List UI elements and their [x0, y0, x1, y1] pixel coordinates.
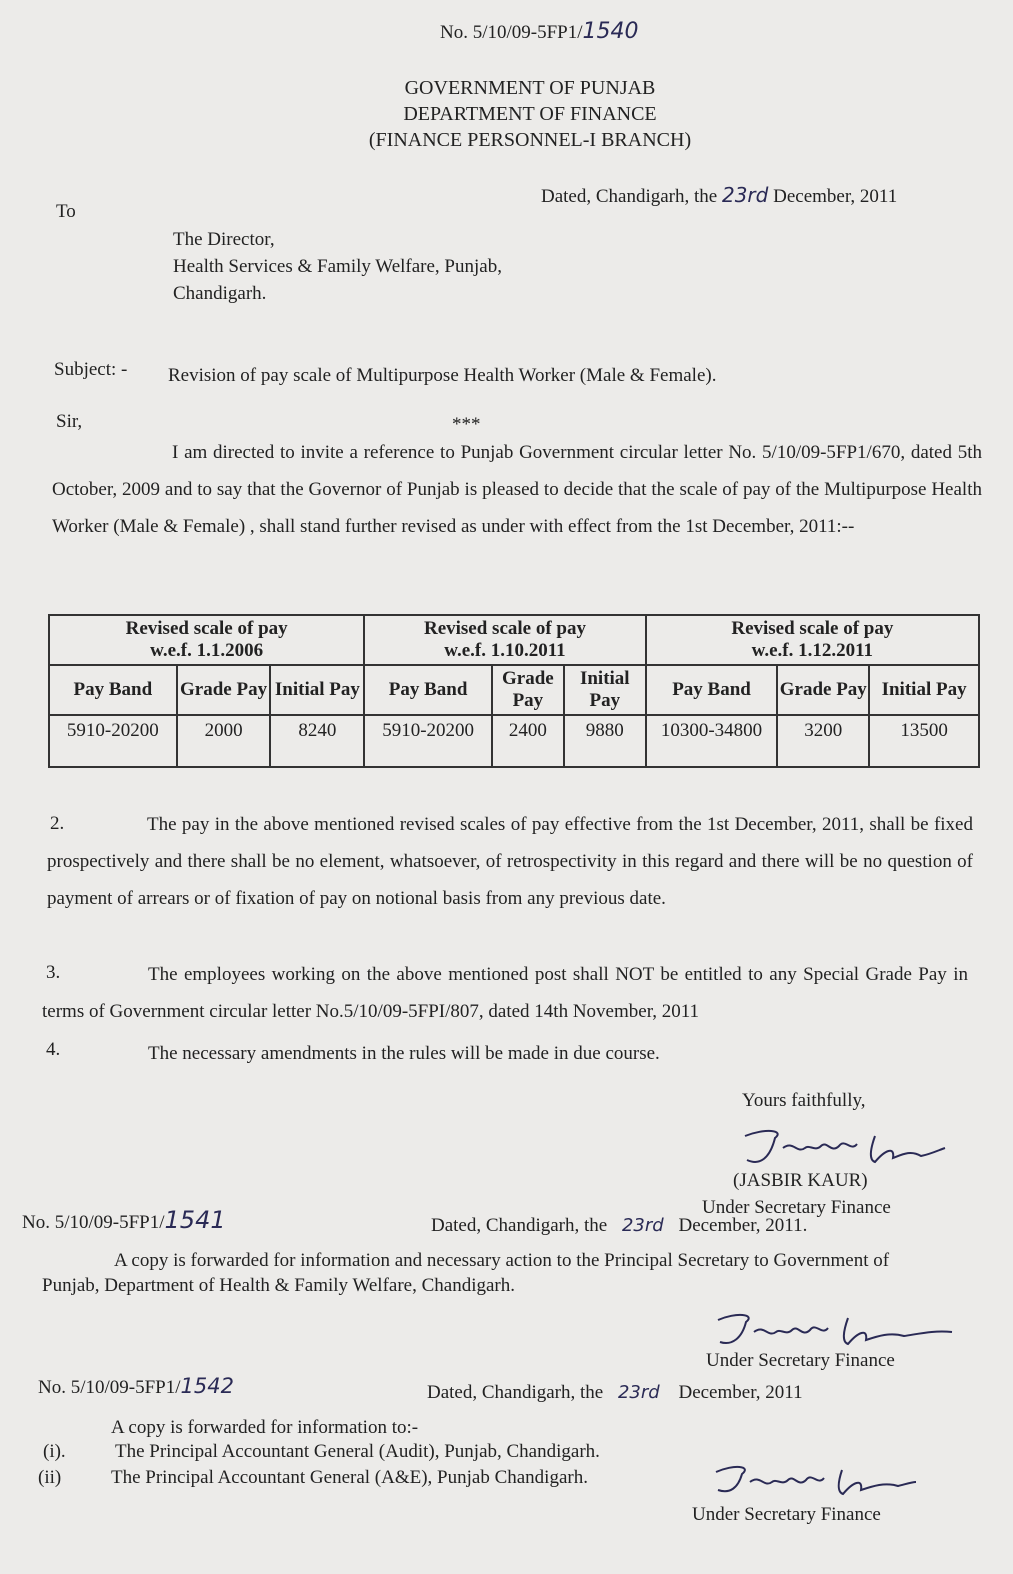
signatory-name: (JASBIR KAUR)	[733, 1170, 868, 1191]
header-branch: (FINANCE PERSONNEL-I BRANCH)	[368, 129, 692, 151]
copy2-item-1-text: The Principal Accountant General (Audit), Punjab, Chandigarh.	[115, 1441, 600, 1462]
group-date: w.e.f. 1.1.2006	[150, 640, 264, 661]
copy1-number	[22, 1208, 226, 1235]
copy2-date-handwritten: 23rd	[617, 1382, 660, 1403]
table-cell: 2400	[492, 715, 564, 767]
copy2-number-printed: No. 5/10/09-5FP1/	[38, 1377, 181, 1398]
column-header: Pay Band	[49, 665, 177, 715]
table-column-header-row	[49, 665, 979, 715]
paragraph-3: The employees working on the above mentioned post shall NOT be entitled to any Special Grade Pay in terms of Government circular letter No.5/10/09-5FPI/807, dated 14th November, 2011	[42, 964, 968, 1022]
subject-text: Revision of pay scale of Multipurpose Health Worker (Male & Female).	[168, 365, 717, 386]
pay-scale-table	[48, 614, 980, 768]
copy2-item-2-text: The Principal Accountant General (A&E), Punjab Chandigarh.	[111, 1467, 588, 1488]
addressee-line-2: Health Services & Family Welfare, Punjab,	[173, 256, 502, 277]
column-header: Pay Band	[364, 665, 492, 715]
copy1-number-handwritten: 1541	[164, 1206, 226, 1234]
copy1-date	[431, 1214, 807, 1238]
copy1-designation: Under Secretary Finance	[706, 1350, 895, 1371]
group-date: w.e.f. 1.10.2011	[444, 640, 566, 661]
copy1-text: A copy is forwarded for information and necessary action to the Principal Secretary to Government of Punjab, Department of Health & Family Welfare, Chandigarh.	[42, 1250, 890, 1296]
date-line	[541, 183, 897, 209]
group-date: w.e.f. 1.12.2011	[751, 640, 874, 661]
group-header-10-2011	[364, 615, 645, 665]
date-prefix: Dated, Chandigarh, the	[541, 186, 718, 207]
memo-number-handwritten: 1540	[582, 19, 639, 44]
salutation: Sir,	[56, 411, 83, 432]
group-title: Revised scale of pay	[125, 618, 288, 639]
table-cell: 5910-20200	[49, 715, 177, 767]
column-header: Initial Pay	[270, 665, 364, 715]
copy1-date-suffix: December, 2011.	[678, 1215, 808, 1236]
subject-label: Subject: -	[54, 359, 128, 380]
addressee-line-3: Chandigarh.	[173, 283, 267, 304]
copy2-number	[38, 1374, 234, 1400]
table-cell: 9880	[564, 715, 646, 767]
signatory-designation: Under Secretary Finance	[702, 1197, 891, 1218]
group-header-12-2011	[646, 615, 979, 665]
paragraph-2: The pay in the above mentioned revised scales of pay effective from the 1st December, 2011, shall be fixed prospectively and there shall be no element, whatsoever, of retrospectivity in this regard and there will be no question of payment of arrears or of fixation of pay on notional basis from any previous date.	[47, 814, 973, 909]
paragraph-4-number: 4.	[46, 1039, 61, 1060]
table-cell: 5910-20200	[364, 715, 492, 767]
paragraph-2-number: 2.	[50, 813, 65, 834]
header-department: DEPARTMENT OF FINANCE	[403, 103, 657, 125]
table-cell: 2000	[177, 715, 271, 767]
copy2-date	[427, 1381, 803, 1405]
copy1-number-printed: No. 5/10/09-5FP1/	[22, 1212, 165, 1233]
copy1-date-prefix: Dated, Chandigarh, the	[431, 1215, 608, 1236]
copy1-date-handwritten: 23rd	[621, 1215, 664, 1236]
copy2-item-2-number: (ii)	[38, 1467, 62, 1488]
column-header: Grade Pay	[777, 665, 869, 715]
closing: Yours faithfully,	[742, 1090, 866, 1111]
copy2-date-suffix: December, 2011	[678, 1382, 803, 1403]
paragraph-4: The necessary amendments in the rules will be made in due course.	[148, 1043, 660, 1064]
table-cell: 3200	[777, 715, 869, 767]
table-row	[49, 715, 979, 767]
signature-text: Jasbir Kaur	[735, 1118, 740, 1119]
separator-stars: ***	[452, 414, 481, 435]
column-header: Grade Pay	[177, 665, 271, 715]
table-cell: 8240	[270, 715, 364, 767]
paragraph-3-number: 3.	[46, 962, 61, 983]
column-header: Grade Pay	[492, 665, 564, 715]
addressee-line-1: The Director,	[173, 229, 275, 250]
memo-number-printed: No. 5/10/09-5FP1/	[440, 22, 583, 43]
paragraph-1: I am directed to invite a reference to Punjab Government circular letter No. 5/10/09-5FP1/670, dated 5th October, 2009 and to say that the Governor of Punjab is pleased to decide that the scale of pay of the Multipurpose Health Worker (Male & Female) , shall stand further revised as under with effect from the 1st December, 2011:--	[52, 442, 982, 537]
group-title: Revised scale of pay	[423, 618, 586, 639]
copy2-number-handwritten: 1542	[180, 1374, 234, 1398]
table-cell: 10300-34800	[646, 715, 778, 767]
to-label: To	[56, 201, 76, 222]
copy2-date-prefix: Dated, Chandigarh, the	[427, 1382, 604, 1403]
date-day-handwritten: 23rd	[721, 183, 769, 207]
column-header: Initial Pay	[869, 665, 979, 715]
group-title: Revised scale of pay	[731, 618, 894, 639]
header-government: GOVERNMENT OF PUNJAB	[404, 77, 656, 99]
column-header: Initial Pay	[564, 665, 646, 715]
copy2-designation: Under Secretary Finance	[692, 1504, 881, 1525]
date-suffix: December, 2011	[773, 186, 898, 207]
column-header: Pay Band	[646, 665, 778, 715]
table-group-header-row	[49, 615, 979, 665]
copy2-signature-text: Jasbir Kaur	[708, 1460, 713, 1461]
copy2-intro: A copy is forwarded for information to:-	[111, 1417, 419, 1438]
memo-number	[440, 20, 639, 45]
group-header-2006	[49, 615, 364, 665]
table-cell: 13500	[869, 715, 979, 767]
copy1-signature-text: Jasbir Kaur	[708, 1306, 713, 1307]
copy2-signature-image	[708, 1460, 918, 1504]
copy2-item-1-number: (i).	[43, 1441, 66, 1462]
